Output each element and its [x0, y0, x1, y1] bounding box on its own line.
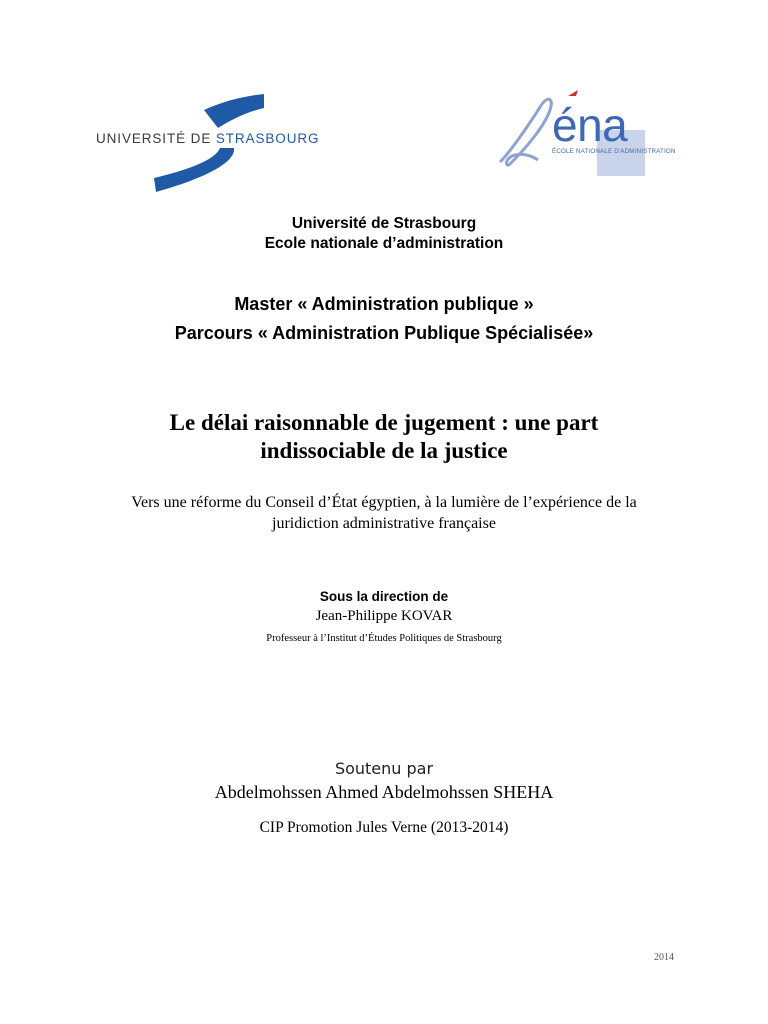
ena-wordmark: éna — [552, 99, 628, 151]
institution-line-1: Université de Strasbourg — [291, 215, 477, 232]
thesis-subtitle — [0, 492, 768, 534]
institutions-block — [0, 214, 768, 254]
universite-strasbourg-logo — [96, 92, 336, 194]
ena-subtitle: ÉCOLE NATIONALE D'ADMINISTRATION — [552, 148, 676, 155]
wordmark-part2: STRASBOURG — [215, 131, 320, 146]
direction-label: Sous la direction de — [319, 589, 449, 604]
ena-logo — [492, 90, 692, 180]
program-block — [0, 290, 768, 348]
program-line-2: Parcours « Administration Publique Spécialisée» — [174, 323, 594, 343]
author-name: Abdelmohssen Ahmed Abdelmohssen SHEHA — [214, 782, 554, 802]
program-line-1: Master « Administration publique » — [234, 294, 534, 314]
thesis-title-line-1: Le délai raisonnable de jugement : une part — [169, 410, 599, 435]
thesis-title — [0, 409, 768, 465]
thesis-subtitle-line-2: juridiction administrative française — [272, 515, 496, 532]
institution-line-2: Ecole nationale d’administration — [264, 235, 504, 252]
wordmark-part1: UNIVERSITÉ DE — [96, 131, 216, 146]
thesis-title-line-2: indissociable de la justice — [260, 438, 508, 463]
director-name: Jean-Philippe KOVAR — [315, 608, 453, 624]
year-label: 2014 — [654, 952, 674, 963]
author-label: Soutenu par — [334, 759, 434, 778]
universite-strasbourg-wordmark — [96, 131, 319, 146]
director-role: Professeur à l’Institut d’Études Politiques de Strasbourg — [266, 633, 502, 644]
thesis-subtitle-line-1: Vers une réforme du Conseil d’État égyptien, à la lumière de l’expérience de la — [131, 494, 637, 511]
author-promotion: CIP Promotion Jules Verne (2013-2014) — [259, 819, 509, 836]
